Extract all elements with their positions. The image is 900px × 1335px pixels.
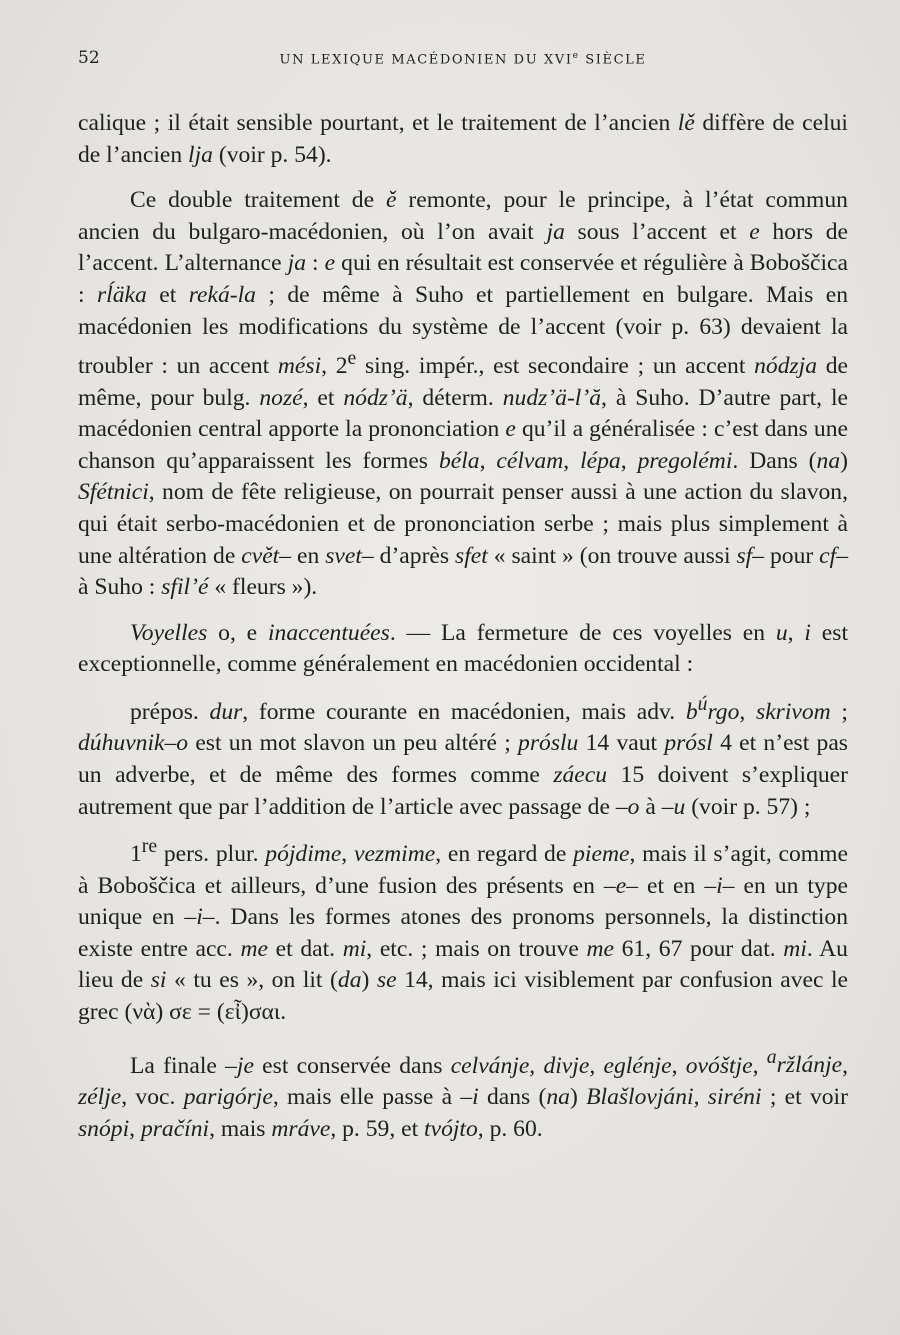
- paragraph: Ce double traitement de ě remonte, pour le principe, à l’état commun ancien du bulgaro-macédonien, où l’on avait ja sous l’accent et e hors de l’accent. L’alternance ja : e qui en résultait est conservée et régulière à Boboščica : rĺäka et reká-la ; de même à Suho et partiellement en bulgare. Mais en macédonien les modifications du système de l’accent (voir p. 63) devaient la troubler : un accent mési, 2e sing. impér., est secondaire ; un accent nódzja de même, pour bulg. nozé, et nódz’ä, déterm. nudz’ä-l’ă, à Suho. D’autre part, le macédonien central apporte la prononciation e qu’il a généralisée : c’est dans une chanson qu’apparaissent les formes béla, célvam, lépa, pregolémi. Dans (na) Sfétnici, nom de fête religieuse, on pourrait penser aussi à une action du slavon, qui était serbo-macédonien et de prononciation serbe ; mais plus simplement à une altération de cvět– en svet– d’après sfet « saint » (on trouve aussi sf– pour cf– à Suho : sfil’é « fleurs »).: [78, 187, 849, 601]
- paragraph: 1re pers. plur. pójdime, vezmime, en regard de pieme, mais il s’agit, comme à Boboščica et ailleurs, d’une fusion des présents en –e– et en –i– en un type unique en –i–. Dans les formes atones des pronoms personnels, la distinction existe entre acc. me et dat. mi, etc. ; mais on trouve me 61, 67 pour dat. mi. Au lieu de si « tu es », on lit (da) se 14, mais ici visiblement par confusion avec le grec (νὰ) σε = (εἶ)σαι.: [78, 835, 849, 1026]
- page-body: [78, 108, 848, 1145]
- paragraph: La finale –je est conservée dans celvánje, divje, eglénje, ovóštje, $^a$ržlánje, zélje, voc. parigórje, mais elle passe à –i dans (na) Blašlovjáni, siréni ; et voir snópi, pračíni, mais mráve, p. 59, et tvójto, p. 60.: [78, 1046, 849, 1142]
- page-header: [78, 48, 848, 72]
- paragraph: prépos. dur, forme courante en macédonien, mais adv. $b^úrgo$, skrivom ; dúhuvnik–o est un mot slavon un peu altéré ; próslu 14 vaut prósl 4 et n’est pas un adverbe, et de même des formes comme záecu 15 doivent s’expliquer autrement que par l’addition de l’article avec passage de –o à –u (voir p. 57) ;: [78, 692, 848, 820]
- page-number: 52: [78, 48, 100, 68]
- paragraph: Voyelles o, e inaccentuées. — La fermeture de ces voyelles en u, i est exceptionnelle, comme généralement en macédonien occidental :: [78, 619, 848, 678]
- paragraph: calique ; il était sensible pourtant, et le traitement de l’ancien lě diffère de celui de l’ancien lja (voir p. 54).: [78, 110, 848, 168]
- running-title: UN LEXIQUE MACÉDONIEN DU XVIe SIÈCLE: [279, 51, 647, 68]
